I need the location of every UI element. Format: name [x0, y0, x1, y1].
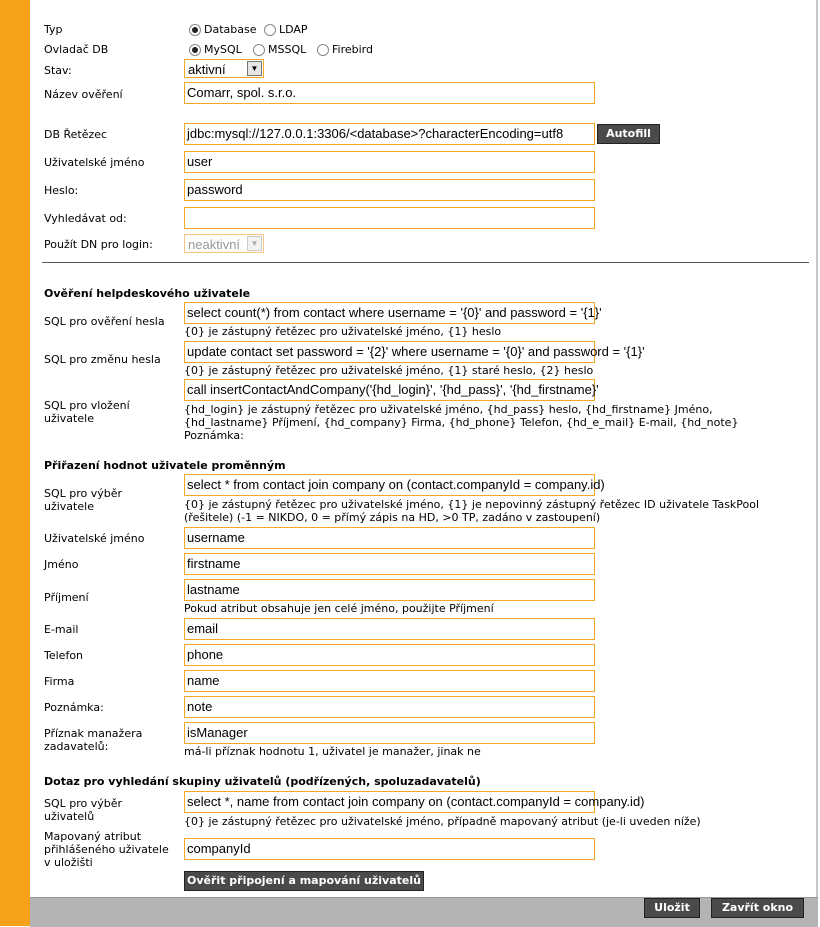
driver-option-firebird[interactable]: Firebird: [317, 43, 373, 57]
section-divider: [42, 262, 809, 263]
save-button[interactable]: Uložit: [644, 898, 700, 918]
map-note-label: Poznámka:: [44, 701, 104, 714]
map-lastname-hint: Pokud atribut obsahuje jen celé jméno, použijte Příjmení: [184, 602, 494, 615]
autofill-button[interactable]: Autofill: [597, 124, 660, 144]
type-option-database[interactable]: Database: [189, 23, 257, 37]
chevron-down-icon[interactable]: ▼: [247, 61, 262, 76]
type-option-ldap[interactable]: LDAP: [264, 23, 308, 37]
map-company-label: Firma: [44, 675, 75, 688]
map-company-input[interactable]: name: [184, 670, 595, 692]
group-query-title: Dotaz pro vyhledání skupiny uživatelů (podřízených, spoluzadavatelů): [44, 775, 481, 788]
verify-connection-button[interactable]: Ověřit připojení a mapování uživatelů: [184, 871, 424, 891]
group-sql-label: SQL pro výběr uživatelů: [44, 797, 123, 823]
driver-option-mssql[interactable]: MSSQL: [253, 43, 306, 57]
right-border: [816, 0, 818, 926]
change-sql-input[interactable]: update contact set password = '{2}' where username = '{0}' and password = '{1}': [184, 341, 595, 363]
radio-firebird[interactable]: [317, 44, 329, 56]
radio-ldap[interactable]: [264, 24, 276, 36]
map-phone-input[interactable]: phone: [184, 644, 595, 666]
radio-database[interactable]: [189, 24, 201, 36]
radio-mssql[interactable]: [253, 44, 265, 56]
use-dn-label: Použít DN pro login:: [44, 238, 153, 251]
insert-sql-input[interactable]: call insertContactAndCompany('{hd_login}', '{hd_pass}', '{hd_firstname}': [184, 379, 595, 401]
map-email-label: E-mail: [44, 623, 79, 636]
select-sql-label: SQL pro výběr uživatele: [44, 487, 123, 513]
map-email-input[interactable]: email: [184, 618, 595, 640]
auth-name-label: Název ověření: [44, 88, 123, 101]
driver-option-mysql[interactable]: MySQL: [189, 43, 242, 57]
insert-sql-hint: {hd_login} je zástupný řetězec pro uživatelské jméno, {hd_pass} heslo, {hd_firstname} Jméno, {hd_lastname} Příjmení, {hd_company} Firma, {hd_phone} Telefon, {hd_e_mail} E-mail, {hd_note} Poznámka:: [184, 403, 739, 442]
verify-sql-input[interactable]: select count(*) from contact where username = '{0}' and password = '{1}': [184, 302, 595, 324]
verify-sql-label: SQL pro ověření hesla: [44, 315, 165, 328]
map-username-label: Uživatelské jméno: [44, 532, 145, 545]
type-label: Typ: [44, 23, 63, 36]
use-dn-select[interactable]: neaktivní ▼: [184, 234, 264, 253]
chevron-down-icon[interactable]: ▼: [247, 236, 262, 251]
group-sql-input[interactable]: select *, name from contact join company on (contact.companyId = company.id): [184, 791, 595, 813]
mapped-attr-input[interactable]: companyId: [184, 838, 595, 860]
search-from-input[interactable]: [184, 207, 595, 229]
insert-sql-label: SQL pro vložení uživatele: [44, 399, 130, 425]
username-label: Uživatelské jméno: [44, 156, 145, 169]
map-firstname-label: Jméno: [44, 558, 79, 571]
search-from-label: Vyhledávat od:: [44, 212, 127, 225]
group-sql-hint: {0} je zástupný řetězec pro uživatelské jméno, případně mapovaný atribut (je-li uveden níže): [184, 815, 701, 828]
map-lastname-label: Příjmení: [44, 591, 89, 604]
state-select[interactable]: aktivní ▼: [184, 59, 264, 78]
username-input[interactable]: user: [184, 151, 595, 173]
password-label: Heslo:: [44, 184, 79, 197]
db-string-label: DB Řetězec: [44, 128, 108, 141]
manager-flag-label: Příznak manažera zadavatelů:: [44, 727, 143, 753]
map-username-input[interactable]: username: [184, 527, 595, 549]
map-lastname-input[interactable]: lastname: [184, 579, 595, 601]
radio-mysql[interactable]: [189, 44, 201, 56]
driver-label: Ovladač DB: [44, 43, 109, 56]
map-note-input[interactable]: note: [184, 696, 595, 718]
select-sql-hint: {0} je zástupný řetězec pro uživatelské jméno, {1} je nepovinný zástupný řetězec ID uživatele TaskPool (řešitele) (-1 = NIKDO, 0 = přímý zápis na HD, >0 TP, zadáno v zastoupení): [184, 498, 760, 524]
mapped-attr-label: Mapovaný atribut přihlášeného uživatele v uložišti: [44, 830, 169, 869]
db-string-input[interactable]: jdbc:mysql://127.0.0.1:3306/<database>?characterEncoding=utf8: [184, 123, 595, 145]
mapping-title: Přiřazení hodnot uživatele proměnným: [44, 459, 286, 472]
helpdesk-auth-title: Ověření helpdeskového uživatele: [44, 287, 251, 300]
verify-sql-hint: {0} je zástupný řetězec pro uživatelské jméno, {1} heslo: [184, 325, 502, 338]
left-accent-bar: [0, 0, 30, 926]
change-sql-label: SQL pro změnu hesla: [44, 353, 161, 366]
manager-flag-hint: má-li příznak hodnotu 1, uživatel je manažer, jinak ne: [184, 745, 481, 758]
password-input[interactable]: password: [184, 179, 595, 201]
map-phone-label: Telefon: [44, 649, 84, 662]
state-label: Stav:: [44, 64, 72, 77]
select-sql-input[interactable]: select * from contact join company on (contact.companyId = company.id): [184, 474, 595, 496]
manager-flag-input[interactable]: isManager: [184, 722, 595, 744]
map-firstname-input[interactable]: firstname: [184, 553, 595, 575]
close-window-button[interactable]: Zavřít okno: [711, 898, 804, 918]
change-sql-hint: {0} je zástupný řetězec pro uživatelské jméno, {1} staré heslo, {2} heslo: [184, 364, 594, 377]
auth-name-input[interactable]: Comarr, spol. s.r.o.: [184, 82, 595, 104]
